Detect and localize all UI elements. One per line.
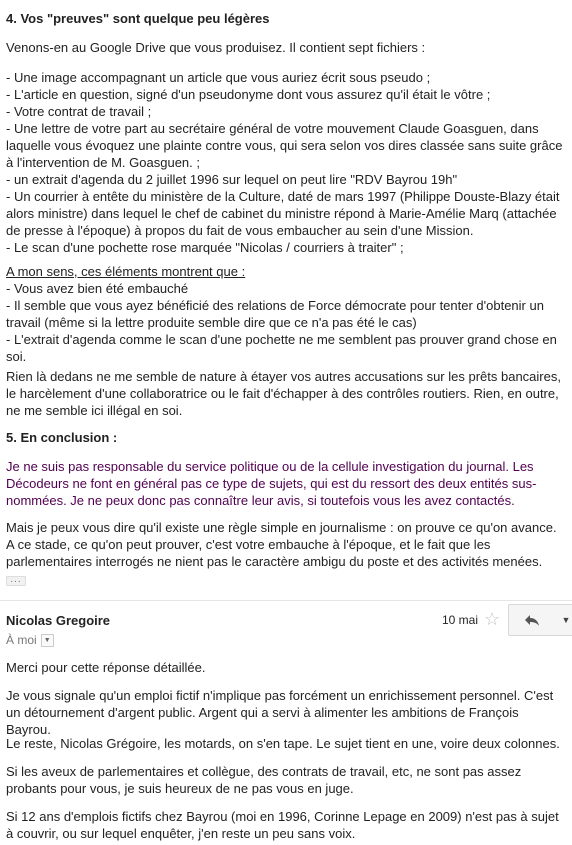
list-item: - L'extrait d'agenda comme le scan d'une pochette ne me semblent pas prouver grand chose en soi. <box>6 332 557 364</box>
reply-button[interactable] <box>508 604 556 636</box>
section-5-heading: 5. En conclusion : <box>6 430 118 445</box>
reply-icon <box>524 614 540 626</box>
list-item: - Une lettre de votre part au secrétaire général de votre mouvement Claude Goasguen, dans laquelle vous évoquez une plainte contre vous, qui sera selon vos dires classée sans suite grâce à l'intervention de M. Goasguen. ; <box>6 121 563 170</box>
message-date[interactable]: 10 mai <box>442 613 479 627</box>
conclusion-paragraph-1: Je ne suis pas responsable du service politique ou de la cellule investigation du journal. Les Décodeurs ne font en général pas ce type de sujets, qui est du ressort des deux entités sus-nommées. Je ne peux donc pas connaître leur avis, si toutefois vous les avez contactés. <box>6 459 537 508</box>
recipient-label: À moi <box>6 633 37 647</box>
list-item: - Un courrier à entête du ministère de la Culture, daté de mars 1997 (Philippe Douste-Blazy était alors ministre) dans lequel le chef de cabinet du ministre répond à Marie-Amélie Marq (attachée de presse à l'époque) à propos du fait de vous embaucher au sein d'une Mission. <box>6 189 560 238</box>
conclusion-paragraph-2: Mais je peux vous dire qu'il existe une règle simple en journalisme : on prouve ce qu'on avance. A ce stade, ce qu'on peut prouver, c'est votre embauche à l'époque, et le fait que les parlementaires interrogés ne nient pas le caractère ambigu du poste et des activités menées. <box>6 520 557 569</box>
sender-name[interactable]: Nicolas Gregoire <box>6 613 111 628</box>
list-item: - Le scan d'une pochette rose marquée "Nicolas / courriers à traiter" ; <box>6 240 404 255</box>
show-trimmed-content-button[interactable]: ... <box>6 576 26 586</box>
drive-intro: Venons-en au Google Drive que vous produisez. Il contient sept fichiers : <box>6 40 426 55</box>
list-item: - un extrait d'agenda du 2 juillet 1996 sur lequel on peut lire "RDV Bayrou 19h" <box>6 172 458 187</box>
list-item: - Vous avez bien été embauché <box>6 281 189 296</box>
list-item: - Votre contrat de travail ; <box>6 104 152 119</box>
caret-down-icon[interactable]: ▼ <box>41 634 54 647</box>
opinion-list <box>6 280 566 365</box>
reply-paragraph: Le reste, Nicolas Grégoire, les motards, on s'en tape. Le sujet tient en une, voire deux colonnes. <box>6 736 560 751</box>
reply-paragraph: Si 12 ans d'emplois fictifs chez Bayrou (moi en 1996, Corinne Lepage en 2009) n'est pas à sujet à couvrir, ou sur lequel enquêter, j'en reste un peu sans voix. <box>6 809 559 841</box>
file-list <box>6 69 566 256</box>
star-icon[interactable]: ☆ <box>484 609 501 629</box>
section-4-closing: Rien là dedans ne me semble de nature à étayer vos autres accusations sur les prêts bancaires, le harcèlement d'une collaboratrice ou le fait d'échapper à des contrôles routiers. Rien, en outre, ne me semble ici illégal en soi. <box>6 369 561 418</box>
list-item: - Il semble que vous ayez bénéficié des relations de Force démocrate pour tenter d'obtenir un travail (même si la lettre produite semble dire que ce n'a pas été le cas) <box>6 298 544 330</box>
opinion-heading: A mon sens, ces éléments montrent que : <box>6 264 246 279</box>
list-item: - Une image accompagnant un article que vous auriez écrit sous pseudo ; <box>6 70 431 85</box>
list-item: - L'article en question, signé d'un pseudonyme dont vous assurez qu'il était le vôtre ; <box>6 87 491 102</box>
reply-paragraph: Merci pour cette réponse détaillée. <box>6 660 206 675</box>
reply-paragraph: Je vous signale qu'un emploi fictif n'implique pas forcément un enrichissement personnel. C'est un détournement d'argent public. Argent qui a servi à alimenter les ambitions de François Bayrou. <box>6 688 554 737</box>
recipient-line <box>6 632 54 649</box>
chevron-down-icon: ▼ <box>561 614 571 625</box>
message-divider <box>0 600 572 601</box>
more-actions-button[interactable] <box>555 604 572 636</box>
section-4-heading: 4. Vos "preuves" sont quelque peu légères <box>6 11 270 26</box>
reply-paragraph: Si les aveux de parlementaires et collègue, des contrats de travail, etc, ne sont pas assez probants pour vous, je suis heureux de ne pas vous en juge. <box>6 764 522 796</box>
